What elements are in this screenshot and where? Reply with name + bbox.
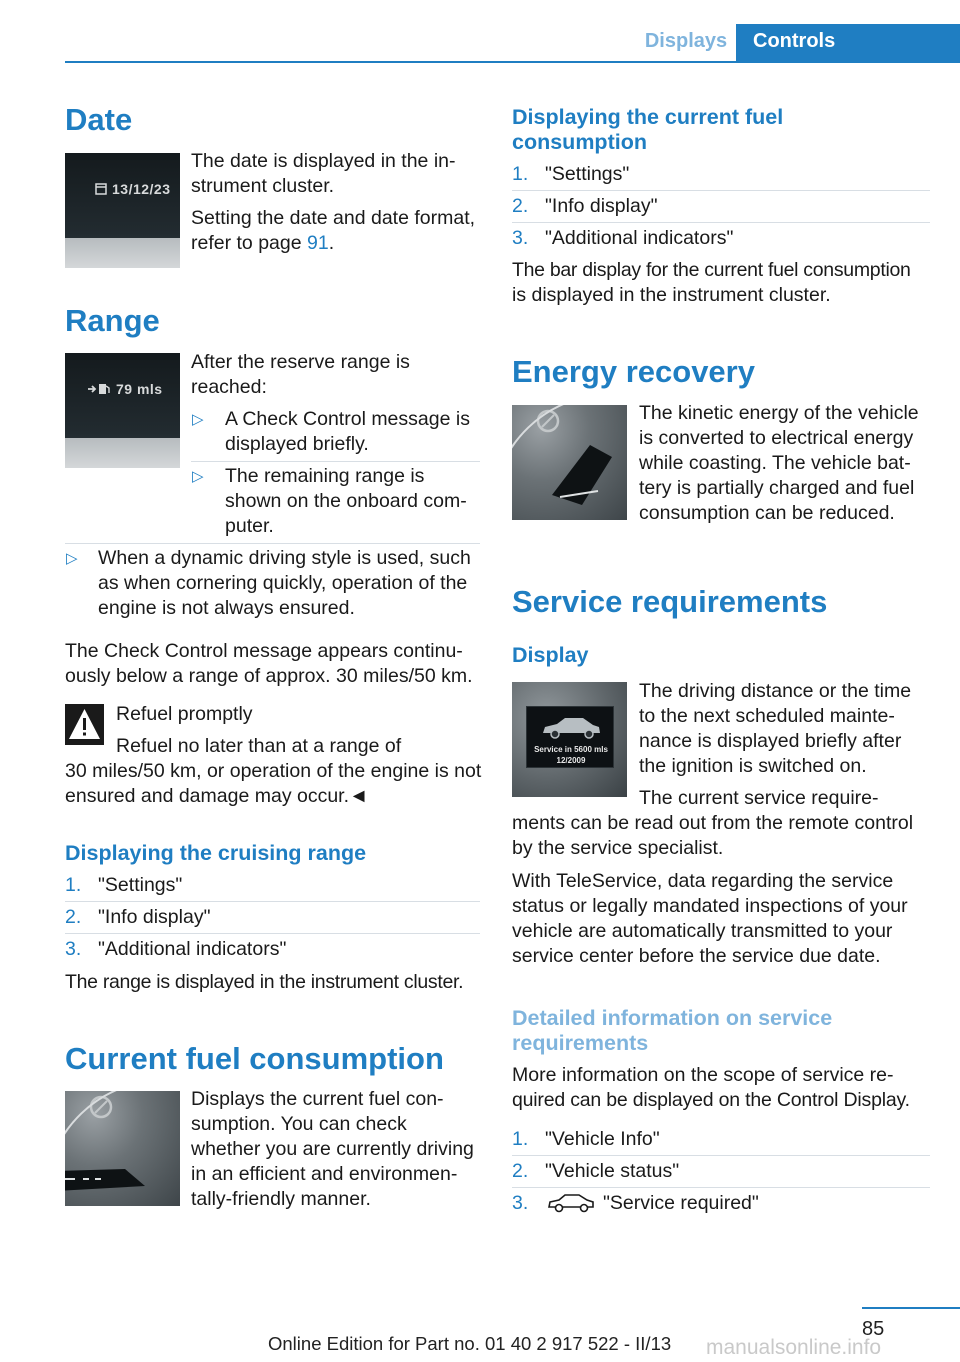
service-text-3-3: vehicle are automatically transmitted to your <box>512 920 893 942</box>
service-image-line-1: Service in 5600 mls <box>534 745 608 754</box>
heading-detailed-info-2: requirements <box>512 1031 649 1055</box>
energy-text-1: The kinetic energy of the vehicle <box>639 402 919 424</box>
heading-cruising-range: Displaying the cruising range <box>65 841 367 865</box>
date-display-image <box>65 153 180 268</box>
heading-display: Display <box>512 643 589 667</box>
service-text-3-2: status or legally mandated inspections of your <box>512 895 908 917</box>
warning-text-2: 30 miles/50 km, or operation of the engine is not <box>65 760 482 782</box>
step-divider <box>65 933 480 934</box>
watermark: manualsonline.info <box>706 1336 882 1359</box>
step-number: 2. <box>512 195 529 217</box>
cruising-step-2: "Info display" <box>98 906 211 928</box>
range-bullet-3-line-3: engine is not always ensured. <box>98 597 355 619</box>
energy-text-5: consumption can be reduced. <box>639 502 895 524</box>
header-section-displays[interactable]: Displays <box>644 30 728 52</box>
date-text-1: The date is displayed in the in‐ <box>191 150 456 172</box>
step-number: 1. <box>65 874 82 896</box>
step-number: 2. <box>512 1160 529 1182</box>
fuel-text-1: Displays the current fuel con‐ <box>191 1088 444 1110</box>
footer-rule <box>862 1307 960 1309</box>
heading-range: Range <box>65 303 160 338</box>
range-bullet-2-line-2: shown on the onboard com‐ <box>225 490 467 512</box>
triangle-right-icon: ▷ <box>192 468 204 485</box>
service-text-1-4: the ignition is switched on. <box>639 755 867 777</box>
gauge-icon <box>65 1091 180 1206</box>
heading-fuel-display-2: consumption <box>512 130 647 154</box>
fuel-consumption-image <box>65 1091 180 1206</box>
range-bullet-1-line-2: displayed briefly. <box>225 433 369 455</box>
range-readout: 79 mls <box>87 381 163 397</box>
fuel-display-note-1: The bar display for the current fuel consumption <box>512 259 911 281</box>
service-text-3-4: service center before the service due date. <box>512 945 881 967</box>
energy-text-2: is converted to electrical energy <box>639 427 914 449</box>
car-image-icon <box>539 715 603 739</box>
header-tab-controls[interactable] <box>736 24 960 62</box>
page-number: 85 <box>862 1318 885 1340</box>
detail-text-1: More information on the scope of service re‐ <box>512 1064 894 1086</box>
bullet-divider <box>191 461 480 462</box>
step-divider <box>65 901 480 902</box>
warning-triangle-icon <box>65 704 104 745</box>
energy-text-4: tery is partially charged and fuel <box>639 477 915 499</box>
step-number: 3. <box>512 227 529 249</box>
calendar-icon <box>95 182 107 195</box>
fuel-text-4: in an efficient and environmen‐ <box>191 1163 458 1185</box>
step-divider <box>512 1155 930 1156</box>
service-step-1: "Vehicle Info" <box>545 1128 660 1150</box>
fuel-display-step-2: "Info display" <box>545 195 658 217</box>
service-step-3: "Service required" <box>603 1192 759 1214</box>
header-tab-label: Controls <box>753 30 836 52</box>
service-text-1-1: The driving distance or the time <box>639 680 912 702</box>
fuel-display-step-3: "Additional indicators" <box>545 227 734 249</box>
range-intro-1: After the reserve range is <box>191 351 410 373</box>
energy-recovery-image <box>512 405 627 520</box>
range-para-2: ously below a range of approx. 30 miles/50 km. <box>65 665 473 687</box>
range-bullet-2-line-3: puter. <box>225 515 274 537</box>
fuel-text-2: sumption. You can check <box>191 1113 407 1135</box>
range-bullet-1-line-1: A Check Control message is <box>225 408 470 430</box>
page-ref-link[interactable]: 91 <box>307 232 329 254</box>
service-image-line-2: 12/2009 <box>556 756 586 765</box>
service-text-2-1: The current service require‐ <box>639 787 879 809</box>
fuel-pump-icon <box>87 383 111 395</box>
service-text-2-3: by the service specialist. <box>512 837 724 859</box>
step-divider <box>512 222 930 223</box>
footer-edition: Online Edition for Part no. 01 40 2 917 522 - II/13 <box>268 1333 672 1354</box>
heading-current-fuel-consumption: Current fuel consumption <box>65 1041 444 1076</box>
heading-date: Date <box>65 102 133 137</box>
step-number: 1. <box>512 1128 529 1150</box>
detail-text-2: quired can be displayed on the Control Display. <box>512 1089 910 1111</box>
date-text-2: strument cluster. <box>191 175 335 197</box>
fuel-text-3: whether you are currently driving <box>191 1138 474 1160</box>
range-bullet-3-line-2: as when cornering quickly, operation of the <box>98 572 468 594</box>
cruising-step-3: "Additional indicators" <box>98 938 287 960</box>
range-bullet-2-line-1: The remaining range is <box>225 465 425 487</box>
triangle-right-icon: ▷ <box>192 411 204 428</box>
step-number: 1. <box>512 163 529 185</box>
heading-fuel-display-1: Displaying the current fuel <box>512 105 784 129</box>
heading-energy-recovery: Energy recovery <box>512 354 755 389</box>
energy-text-3: while coasting. The vehicle bat‐ <box>639 452 911 474</box>
range-bullet-3-line-1: When a dynamic driving style is used, such <box>98 547 471 569</box>
date-text-3: Setting the date and date format, <box>191 207 476 229</box>
heading-detailed-info-1: Detailed information on service <box>512 1006 833 1030</box>
fuel-display-step-1: "Settings" <box>545 163 630 185</box>
bullet-divider <box>65 543 480 544</box>
date-text-4: refer to page 91. <box>191 232 335 254</box>
range-intro-2: reached: <box>191 376 267 398</box>
service-panel <box>526 706 614 768</box>
fuel-text-5: tally-friendly manner. <box>191 1188 371 1210</box>
step-number: 2. <box>65 906 82 928</box>
step-divider <box>512 190 930 191</box>
service-text-2-2: ments can be read out from the remote control <box>512 812 914 834</box>
header-rule <box>65 61 960 63</box>
service-text-1-3: nance is displayed briefly after <box>639 730 902 752</box>
range-para-1: The Check Control message appears continu‐ <box>65 640 463 662</box>
cruising-step-1: "Settings" <box>98 874 183 896</box>
warning-text-3: ensured and damage may occur.◄ <box>65 785 369 807</box>
heading-service-requirements: Service requirements <box>512 584 828 619</box>
service-step-2: "Vehicle status" <box>545 1160 680 1182</box>
triangle-right-icon: ▷ <box>66 550 78 567</box>
step-number: 3. <box>512 1192 529 1214</box>
warning-text-1: Refuel no later than at a range of <box>116 735 402 757</box>
date-readout: 13/12/23 <box>95 181 171 197</box>
step-number: 3. <box>65 938 82 960</box>
range-display-image <box>65 353 180 468</box>
service-display-image <box>512 682 627 797</box>
cruising-note: The range is displayed in the instrument cluster. <box>65 971 464 993</box>
gauge-icon <box>512 405 627 520</box>
service-text-1-2: to the next scheduled mainte‐ <box>639 705 895 727</box>
car-outline-icon <box>547 1192 595 1214</box>
service-text-3-1: With TeleService, data regarding the service <box>512 870 894 892</box>
step-divider <box>512 1187 930 1188</box>
fuel-display-note-2: is displayed in the instrument cluster. <box>512 284 831 306</box>
warning-title: Refuel promptly <box>116 703 253 725</box>
